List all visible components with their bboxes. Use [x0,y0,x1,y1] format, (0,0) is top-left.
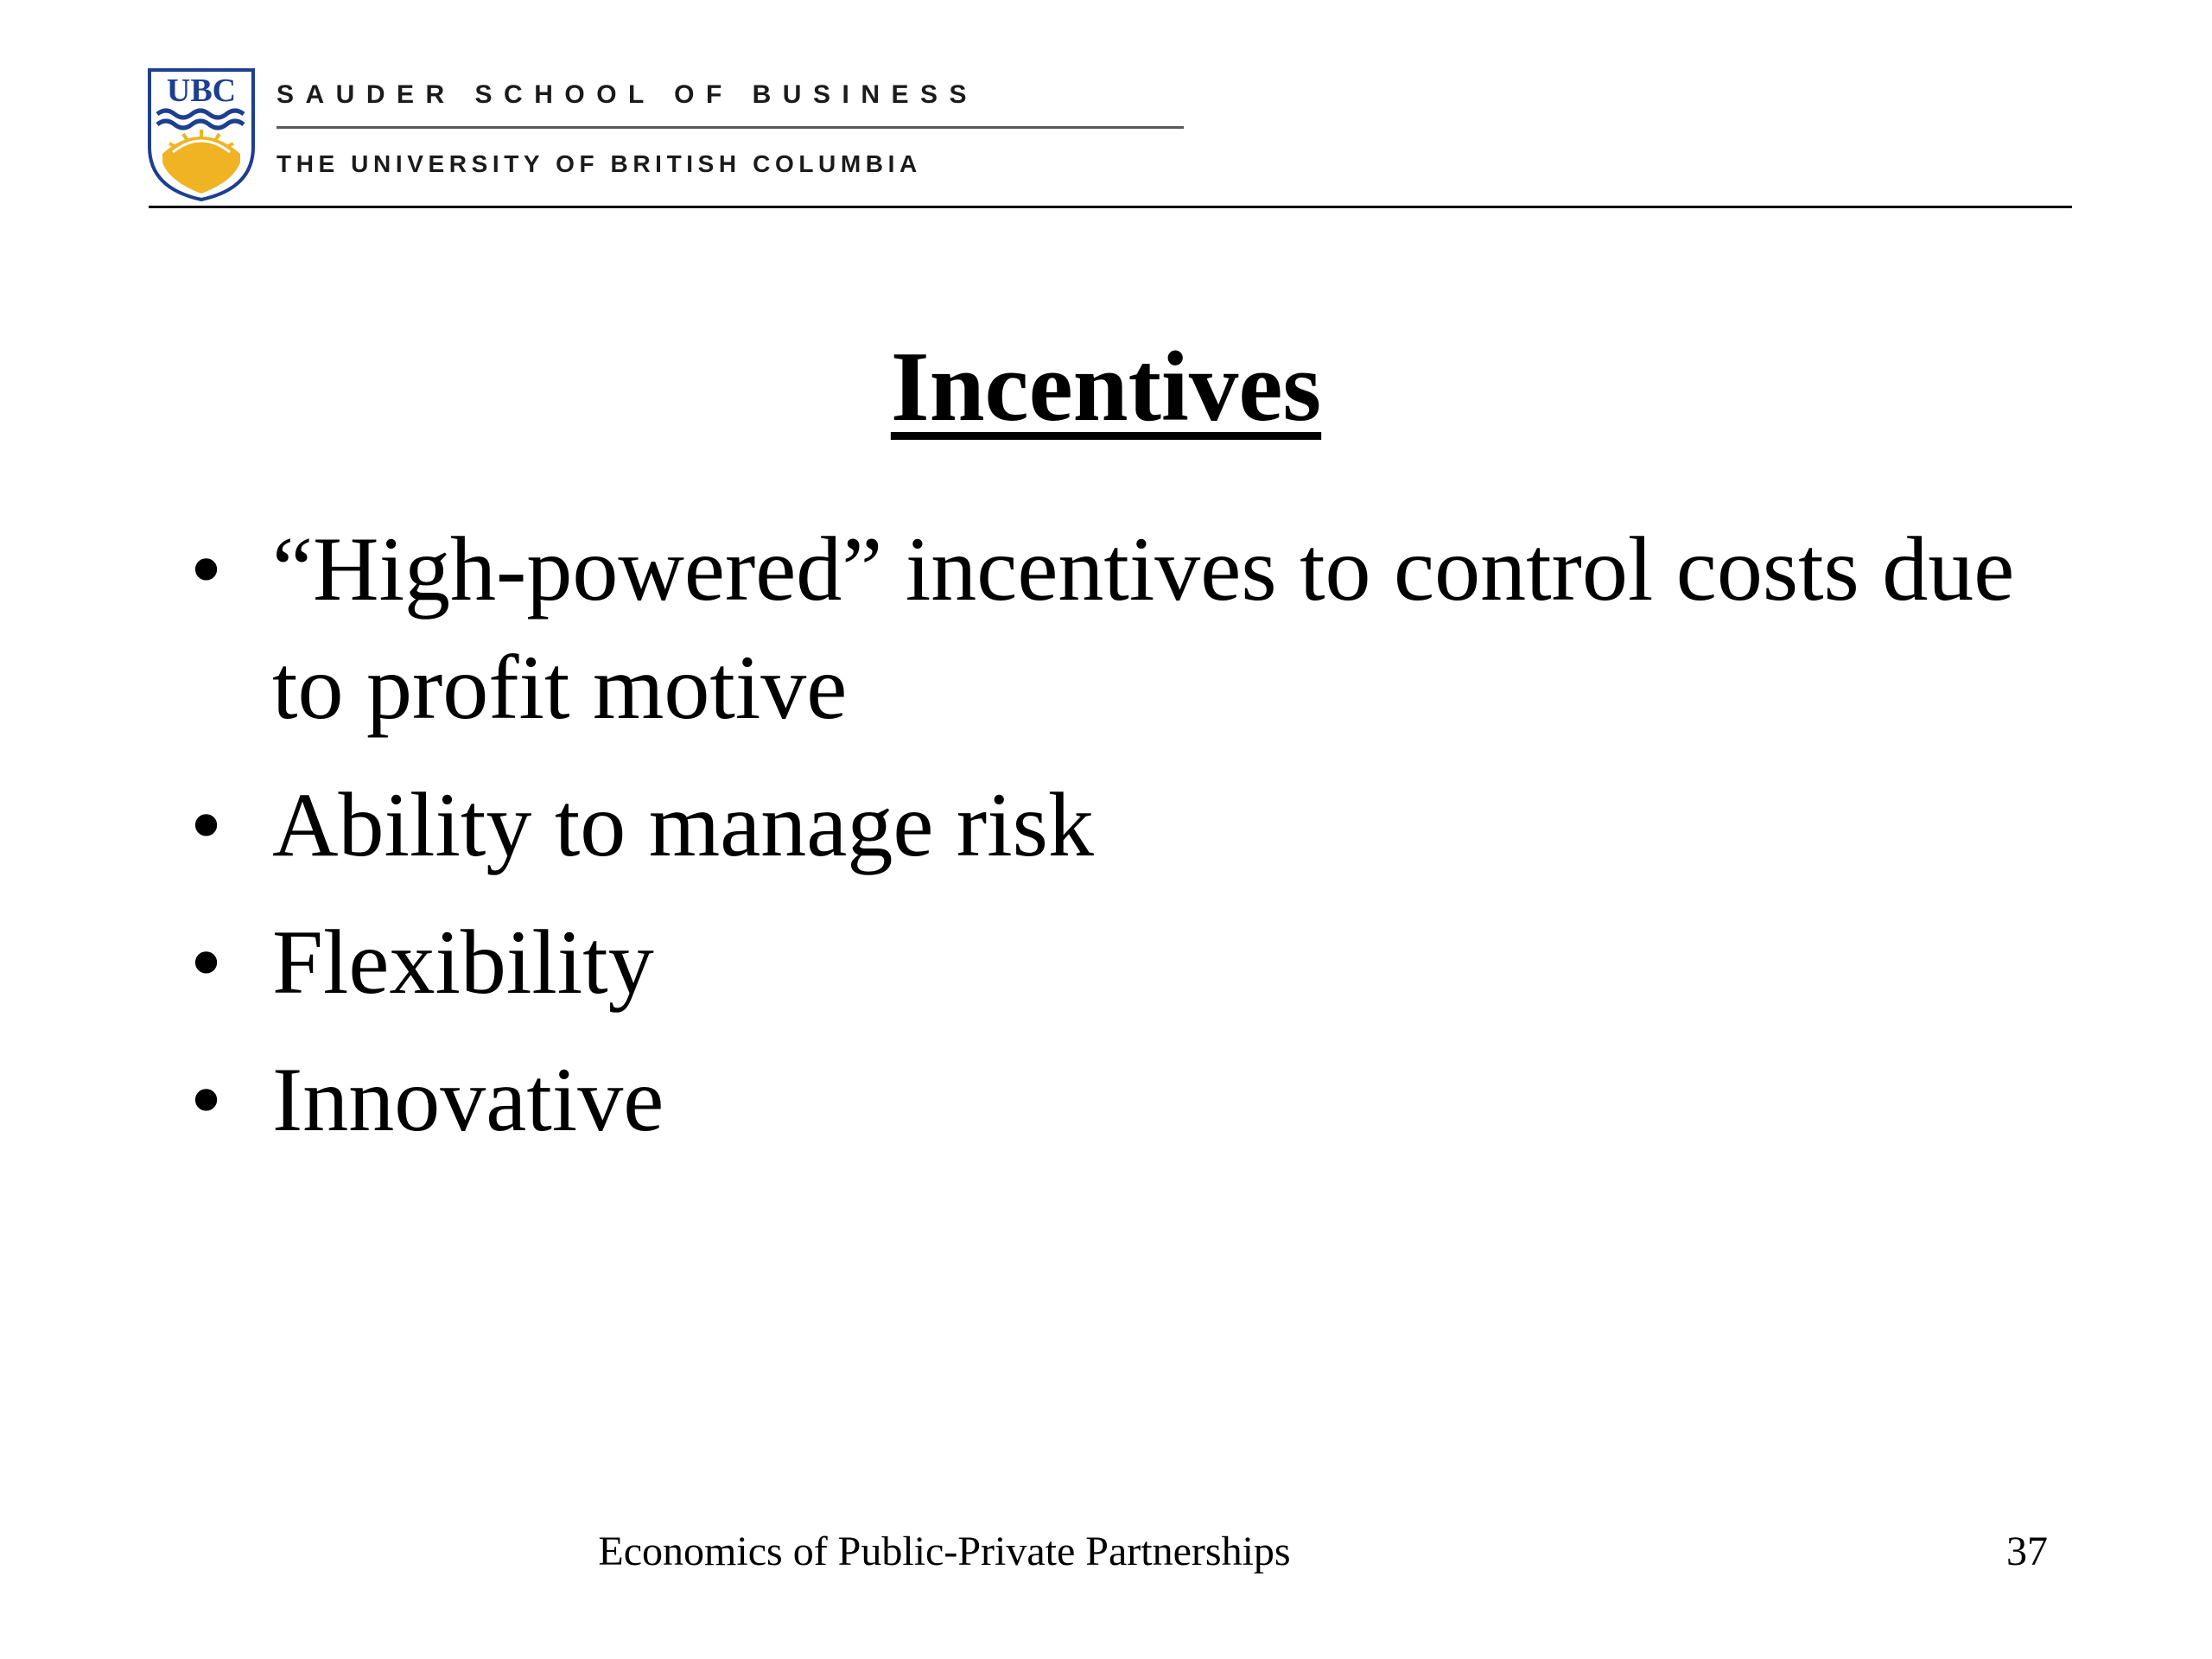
bullet-item [190,766,2074,884]
bullet-text: Ability to manage risk [272,774,1094,875]
bullet-marker: • [190,774,223,875]
university-name: THE UNIVERSITY OF BRITISH COLUMBIA [276,150,922,177]
header-divider [149,206,2072,208]
bullet-text: Flexibility [272,912,654,1013]
svg-text:UBC: UBC [166,73,237,109]
bullet-text: Innovative [272,1049,664,1150]
bullet-marker: • [190,912,223,1013]
bullet-item [190,510,2074,747]
bullet-text: “High-powered” incentives to control costs due to profit motive [272,518,2015,738]
bullet-list [190,510,2074,1178]
bullet-item [190,903,2074,1021]
school-wordmark [276,78,1192,181]
page-number: 37 [2006,1529,2048,1574]
slide-title: Incentives [890,332,1322,442]
school-name: SAUDER SCHOOL OF BUSINESS [276,80,979,109]
bullet-marker: • [190,1049,223,1150]
footer-course-title: Economics of Public-Private Partnerships [598,1529,1291,1574]
slide-header [147,67,2091,206]
bullet-marker: • [190,518,223,620]
ubc-crest-logo [147,67,256,202]
bullet-item [190,1040,2074,1159]
wordmark-divider [276,126,1184,129]
